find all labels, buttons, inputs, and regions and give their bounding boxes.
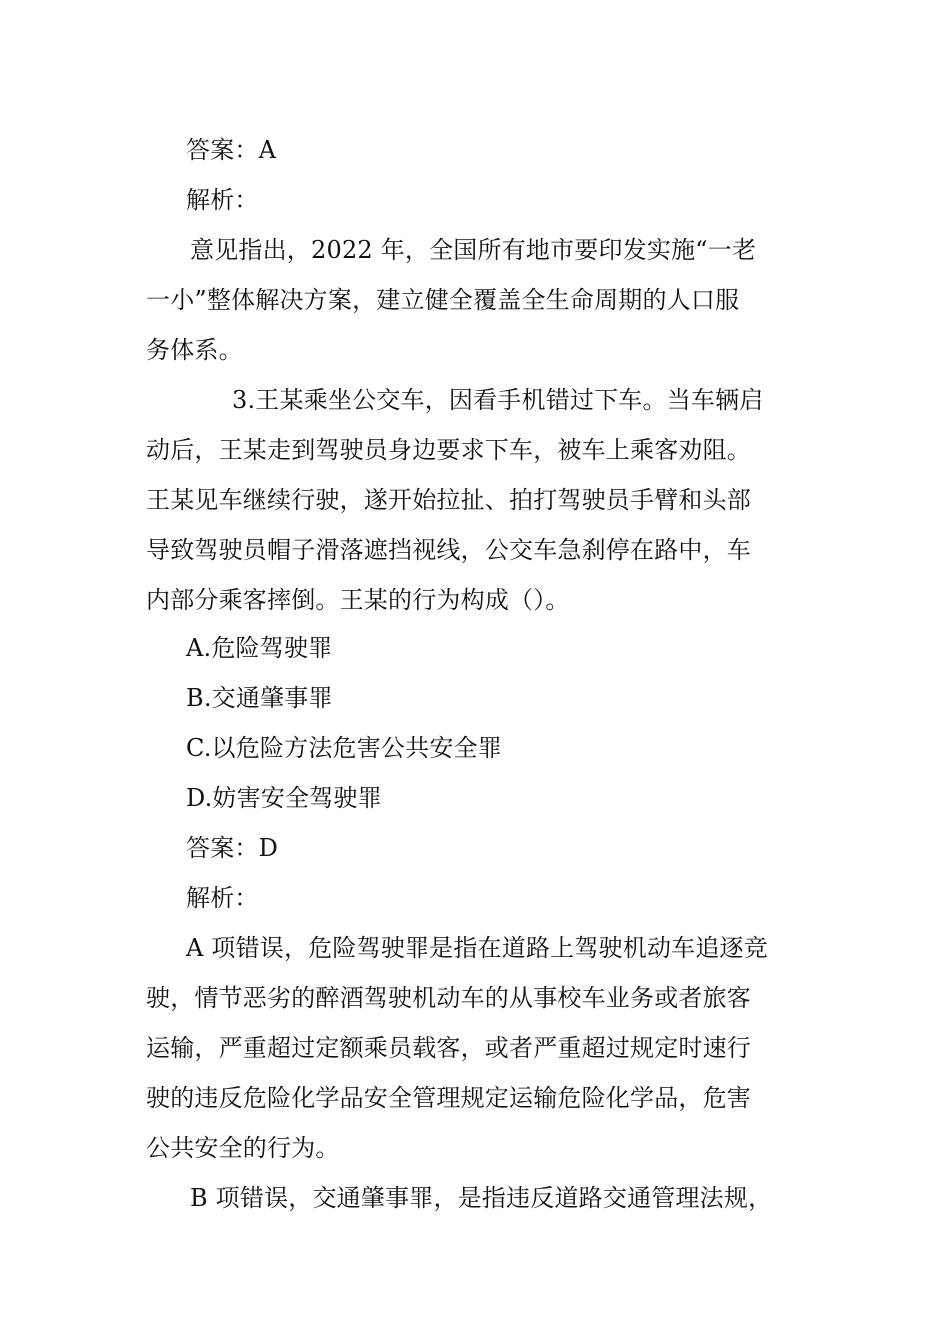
q3-option-d: D.妨害安全驾驶罪 <box>186 784 382 812</box>
q3-option-c: C.以危险方法危害公共安全罪 <box>186 734 502 762</box>
q3-analysis-a-line: 驶的违反危险化学品安全管理规定运输危险化学品，危害 <box>146 1084 751 1112</box>
q2-analysis-line: 一小”整体解决方案，建立健全覆盖全生命周期的人口服 <box>146 286 740 314</box>
q2-answer: 答案：A <box>186 136 277 164</box>
q3-option-a: A.危险驾驶罪 <box>186 634 333 662</box>
q2-analysis-label: 解析： <box>186 186 259 214</box>
q3-analysis-a-line: A 项错误，危险驾驶罪是指在道路上驾驶机动车追逐竞 <box>186 934 768 962</box>
q3-analysis-b-line: B 项错误，交通肇事罪，是指违反道路交通管理法规， <box>190 1184 773 1212</box>
q3-option-b: B.交通肇事罪 <box>186 684 333 712</box>
q3-analysis-a-line: 公共安全的行为。 <box>146 1134 340 1162</box>
q3-question-line: 动后，王某走到驾驶员身边要求下车，被车上乘客劝阻。 <box>146 436 751 464</box>
q3-question-line: 导致驾驶员帽子滑落遮挡视线，公交车急刹停在路中，车 <box>146 536 751 564</box>
q2-analysis-line: 意见指出，2022 年，全国所有地市要印发实施“一老 <box>190 236 757 264</box>
q3-question-line: 王某见车继续行驶，遂开始拉扯、拍打驾驶员手臂和头部 <box>146 486 751 514</box>
q3-answer: 答案：D <box>186 834 279 862</box>
q3-question-line: 内部分乘客摔倒。王某的行为构成（）。 <box>146 586 570 614</box>
q3-analysis-a-line: 驶，情节恶劣的醉酒驾驶机动车的从事校车业务或者旅客 <box>146 984 751 1012</box>
q3-analysis-label: 解析： <box>186 884 259 912</box>
q3-question-line: 3.王某乘坐公交车，因看手机错过下车。当车辆启 <box>232 386 764 414</box>
q2-analysis-line: 务体系。 <box>146 336 243 364</box>
q3-analysis-a-line: 运输，严重超过定额乘员载客，或者严重超过规定时速行 <box>146 1034 751 1062</box>
